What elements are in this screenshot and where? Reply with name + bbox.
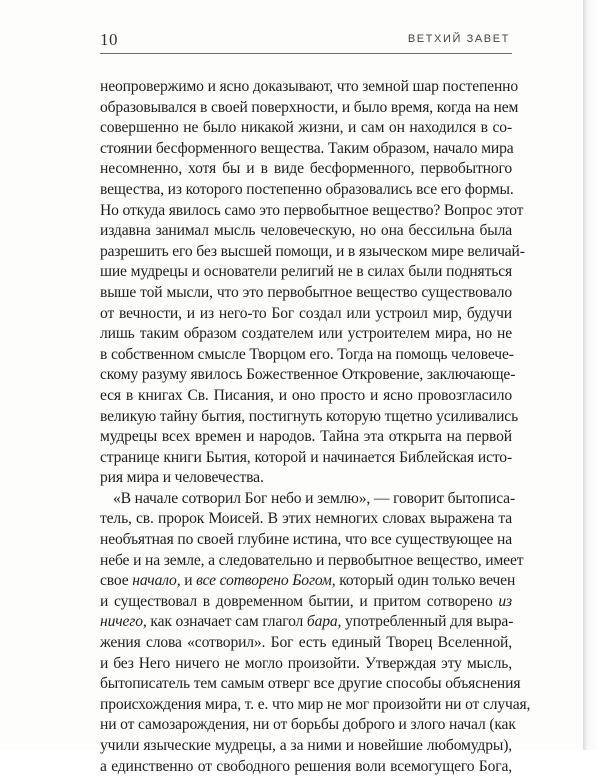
running-header — [100, 30, 510, 50]
text-line-paragraph-end: рия мира и человечества. — [100, 469, 264, 487]
italic-fragment: ничего, — [100, 613, 147, 631]
italic-fragment: бара, — [306, 613, 342, 631]
text-line-with-italics — [100, 592, 512, 613]
text-line: мудрецы всех времен и народов. Тайна эта открыта на первой — [100, 428, 512, 446]
italic-fragment: из — [498, 592, 512, 610]
text-line: издавна занимал мысль человеческую, но она бессильна была — [100, 222, 512, 240]
text-fragment: который один только вечен — [335, 572, 516, 590]
text-line: ни от самозарождения, ни от борьбы доброго и злого начал (как — [100, 716, 516, 734]
text-line: учили языческие мудрецы, а за ними и новейшие любомудры), — [100, 737, 512, 754]
text-fragment: как означает сам глагол — [146, 613, 307, 631]
text-line: выше той мысли, что это первобытное вещество существовало — [100, 283, 512, 301]
text-line: несомненно, хотя бы и в виде бесформенного, первобытного — [100, 160, 512, 178]
text-line: необъятная по своей глубине истина, что все существующее на — [100, 531, 512, 549]
text-fragment: свое — [100, 572, 133, 590]
text-line: и без Него ничего не могло произойти. Утверждая эту мысль, — [100, 654, 512, 672]
header-rule — [100, 53, 512, 54]
page-number: 10 — [100, 30, 118, 49]
italic-fragment: все сотворено Богом, — [196, 572, 336, 590]
text-line: разрешить его без высшей помощи, и в языческом мире величай- — [100, 242, 525, 260]
text-line: тель, св. пророк Моисей. В этих немногих словах выражена та — [100, 510, 512, 528]
text-line: великую тайну бытия, постигнуть которую тщетно усиливались — [100, 407, 519, 425]
text-line: а единственно от свободного решения воли всемогущего Бога, — [100, 757, 512, 775]
text-line: от вечности, и из него-то Бог создал или устроил мир, будучи — [100, 304, 512, 322]
running-title: ВЕТХИЙ ЗАВЕТ — [407, 33, 510, 45]
text-line: в собственном смысле Творцом его. Тогда на помощь человече- — [100, 345, 514, 363]
text-line: шие мудрецы и основатели религий не в силах были подняться — [100, 263, 512, 281]
text-line-paragraph-start: «В начале сотворил Бог небо и землю», — говорит бытописа- — [113, 489, 515, 507]
text-line: бытописатель тем самым отверг все другие способы объяснения — [100, 675, 521, 693]
text-fragment: употребленный для выра- — [341, 613, 514, 631]
text-line: совершенно не было никакой жизни, и сам он находился в со- — [100, 119, 512, 137]
text-line: жения слова «сотворил». Бог есть единый Творец Вселенной, — [100, 634, 512, 652]
text-line: образовывался в своей поверхности, и было время, когда на нем — [100, 98, 519, 116]
text-line: странице книги Бытия, которой и начинается Библейская исто- — [100, 448, 512, 466]
text-line: стоянии бесформенного вещества. Таким образом, начало мира — [100, 139, 514, 157]
text-line: скому разуму явилось Божественное Откровение, заключающе- — [100, 366, 516, 384]
page-edge-shadow — [583, 0, 600, 750]
body-text — [100, 77, 531, 777]
text-line: небе и на земле, а следовательно и первобытное вещество, имеет — [100, 551, 524, 569]
text-line: вещества, из которого постепенно образовались все его формы. — [100, 180, 514, 198]
text-line: Но откуда явилось само это первобытное вещество? Вопрос этот — [100, 201, 524, 219]
italic-fragment: начало, — [132, 572, 181, 590]
text-fragment: и — [180, 572, 197, 590]
text-line-with-italics — [100, 612, 512, 633]
text-line-with-italics — [100, 571, 516, 592]
text-fragment: и существовал в довременном бытии, и притом сотворено — [100, 592, 499, 610]
text-line: лишь таким образом создателем или устроителем мира, но не — [100, 325, 512, 343]
text-line: происхождения мира, т. е. что мир не мог произойти ни от случая, — [100, 695, 531, 713]
text-line: неопровержимо и ясно доказывают, что земной шар постепенно — [100, 78, 518, 95]
text-line: еся в книгах Св. Писания, и оно просто и ясно провозгласило — [100, 386, 512, 404]
